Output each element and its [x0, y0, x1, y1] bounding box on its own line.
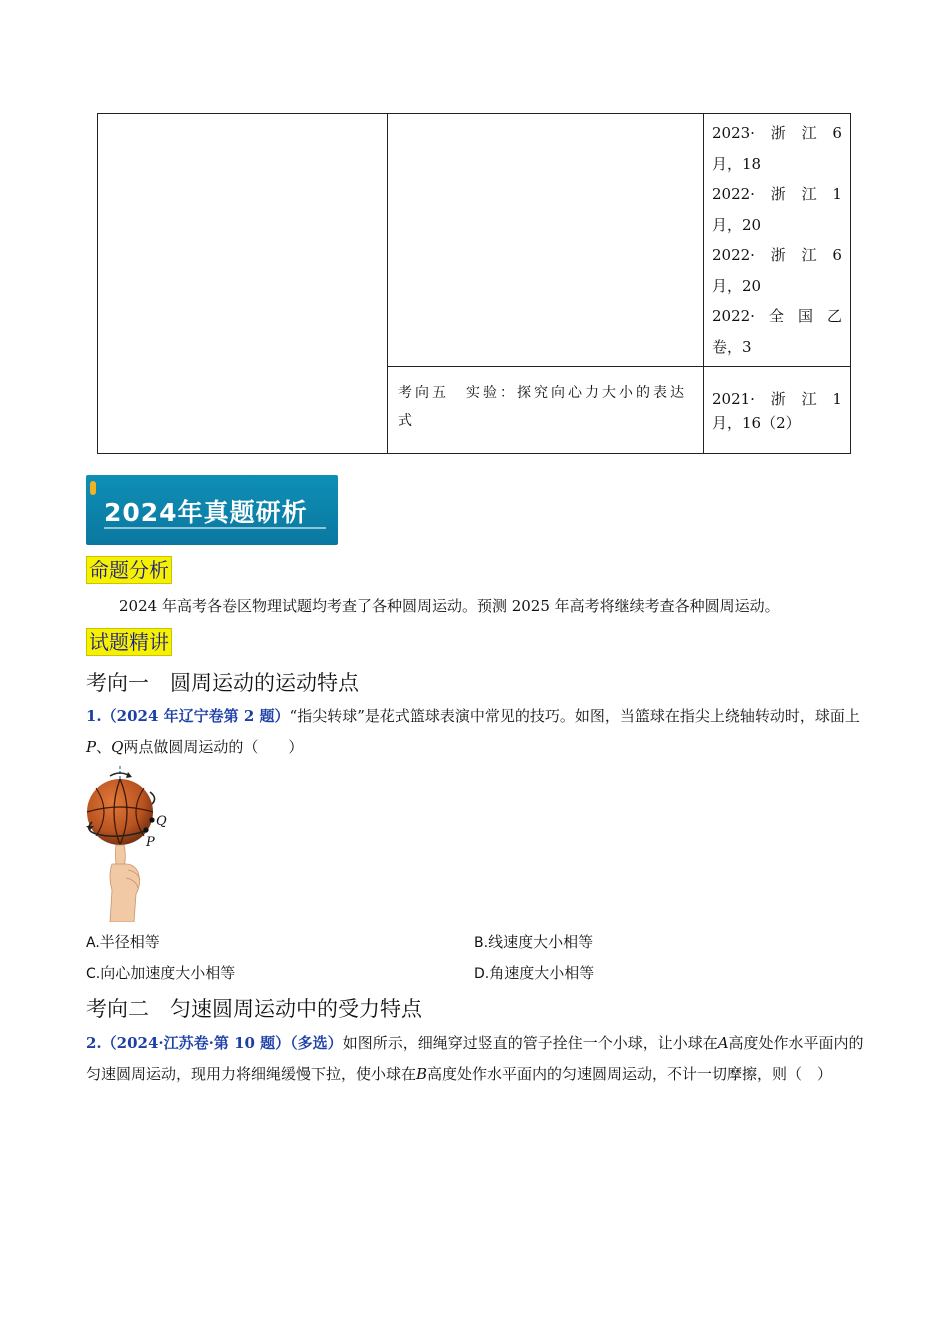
source-char: 浙 — [770, 246, 786, 264]
source-line: 卷，3 — [712, 337, 752, 356]
table-cell-source — [704, 367, 851, 454]
question-number: 1. — [86, 707, 102, 725]
banner-underline — [104, 527, 326, 529]
source-char: 浙 — [770, 124, 786, 142]
source-year: 2022· — [712, 246, 755, 264]
option-letter: D. — [474, 966, 490, 982]
topic-two-heading: 考向二 匀速圆周运动中的受力特点 — [86, 997, 422, 1021]
question-number: 2. — [86, 1034, 102, 1052]
question-text: 高度处作水平面内的匀速圆周运动，现用力将细绳缓慢下拉，使小球在 — [86, 1034, 864, 1083]
analysis-label: 命题分析 — [86, 556, 172, 584]
source-line — [712, 240, 842, 271]
height-a-label: A — [717, 1034, 729, 1052]
table-cell-empty — [98, 114, 388, 454]
question-two — [86, 1028, 864, 1090]
source-line: 月，20 — [712, 276, 762, 295]
option-text: 向心加速度大小相等 — [100, 964, 236, 982]
question-source-tag: （2024 年辽宁卷第 2 题） — [101, 707, 290, 725]
question-text: 两点做圆周运动的（ ） — [123, 738, 304, 756]
question-text: 如图所示，细绳穿过竖直的管子拴住一个小球，让小球在 — [342, 1034, 718, 1052]
banner-title: 2024年真题研析 — [104, 498, 308, 527]
source-line — [712, 179, 842, 210]
source-char: 1 — [832, 185, 842, 203]
source-line: 月，18 — [712, 154, 762, 173]
option-letter: C. — [86, 966, 101, 982]
source-char: 乙 — [826, 307, 842, 325]
source-char: 6 — [832, 124, 842, 142]
source-char: 江 — [801, 185, 817, 203]
source-line — [712, 118, 842, 149]
banner-tab-decoration — [90, 481, 96, 495]
source-year: 2023· — [712, 124, 755, 142]
source-char: 1 — [832, 390, 842, 408]
topic-five-label: 考向五 实验：探究向心力大小的表达式 — [398, 385, 687, 429]
source-char: 全 — [768, 307, 784, 325]
table-cell-empty — [388, 114, 704, 367]
figure-label-p: P — [146, 835, 155, 850]
separator: 、 — [96, 738, 112, 756]
source-line: 月，20 — [712, 215, 762, 234]
section-banner — [86, 475, 338, 545]
question-source-tag: （2024·江苏卷·第 10 题）（多选） — [101, 1034, 343, 1052]
option-a[interactable] — [86, 931, 160, 952]
source-char: 国 — [797, 307, 813, 325]
source-char: 浙 — [770, 390, 786, 408]
source-entry — [704, 367, 850, 445]
source-entry — [712, 179, 842, 240]
source-list — [704, 114, 850, 366]
exam-topic-table — [97, 113, 851, 454]
questions-label: 试题精讲 — [86, 628, 172, 656]
source-char: 江 — [801, 390, 817, 408]
source-entry — [712, 301, 842, 362]
analysis-text: 2024 年高考各卷区物理试题均考查了各种圆周运动。预测 2025 年高考将继续考查各种圆周运动。 — [119, 597, 780, 615]
figure-label-q: Q — [156, 814, 167, 829]
source-year: 2022· — [712, 307, 755, 325]
topic-one-heading: 考向一 圆周运动的运动特点 — [86, 671, 359, 695]
source-year: 2021· — [712, 390, 755, 408]
source-line: 月，16（2） — [712, 414, 801, 432]
option-c[interactable] — [86, 962, 235, 983]
point-q-label: Q — [111, 738, 124, 756]
source-char: 6 — [832, 246, 842, 264]
option-d[interactable] — [474, 962, 594, 983]
source-year: 2022· — [712, 185, 755, 203]
option-text: 角速度大小相等 — [489, 964, 595, 982]
option-letter: B. — [474, 935, 489, 951]
option-text: 线速度大小相等 — [488, 933, 594, 951]
option-b[interactable] — [474, 931, 593, 952]
question-text: “指尖转球”是花式篮球表演中常见的技巧。如图，当篮球在指尖上绕轴转动时，球面上 — [289, 707, 860, 725]
height-b-label: B — [416, 1065, 428, 1083]
source-line — [712, 301, 842, 332]
basketball-finger-figure — [82, 764, 182, 922]
source-line — [712, 387, 842, 411]
source-char: 江 — [801, 246, 817, 264]
source-char: 江 — [801, 124, 817, 142]
question-text: 高度处作水平面内的匀速圆周运动，不计一切摩擦，则（ ） — [427, 1065, 833, 1083]
point-p-label: P — [86, 738, 97, 756]
source-char: 浙 — [770, 185, 786, 203]
table-cell-topic — [388, 367, 704, 454]
question-one — [86, 701, 864, 763]
table-cell-sources — [704, 114, 851, 367]
option-text: 半径相等 — [99, 933, 160, 951]
source-entry — [712, 240, 842, 301]
source-entry — [712, 118, 842, 179]
option-letter: A. — [86, 935, 100, 951]
table-row — [98, 114, 851, 367]
